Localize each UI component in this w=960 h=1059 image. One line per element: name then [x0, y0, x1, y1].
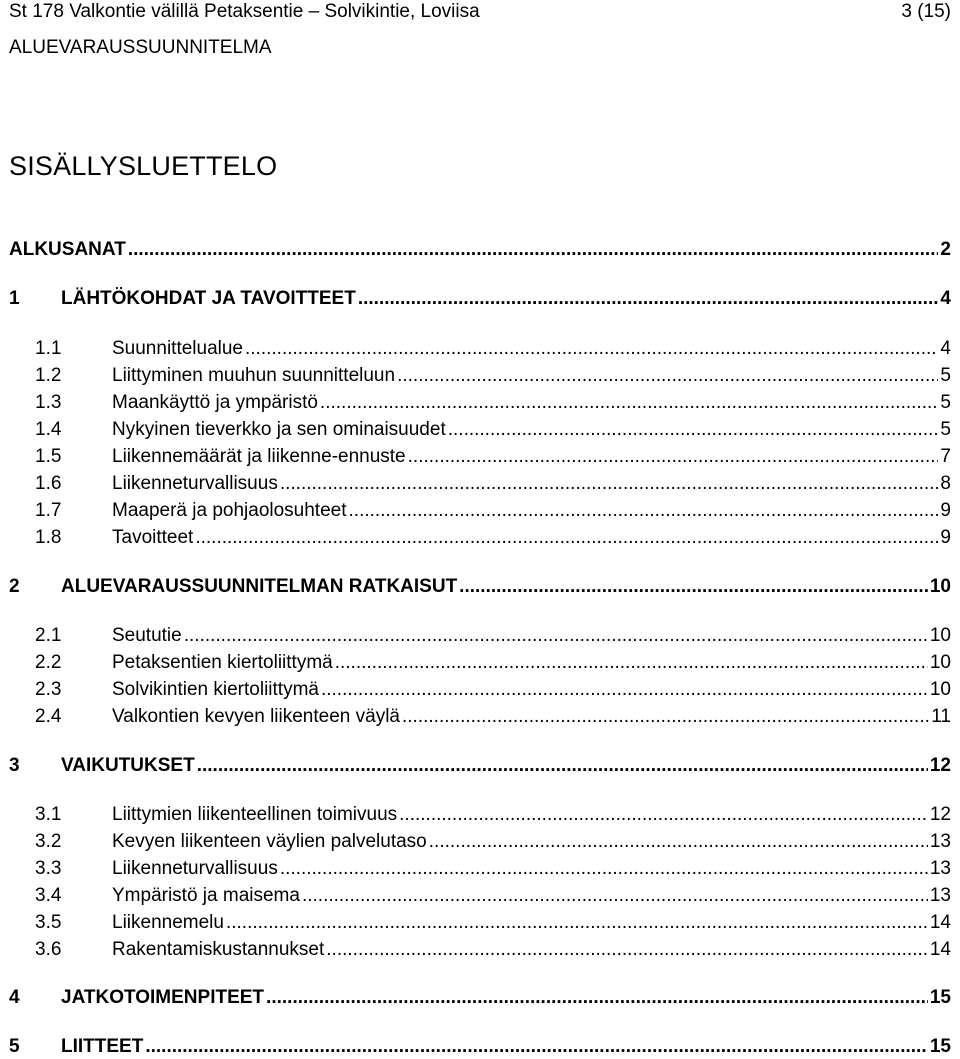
toc-entry-number: 1.1 — [35, 338, 62, 359]
dot-leader — [326, 938, 928, 962]
dot-leader — [184, 624, 928, 648]
toc-entry-page: 9 — [940, 500, 951, 521]
toc-entry-page: 14 — [929, 939, 951, 960]
dot-leader — [408, 445, 939, 469]
toc-entry-page: 10 — [929, 625, 951, 646]
dot-leader — [320, 391, 939, 415]
toc-entry-number: 3.4 — [35, 885, 62, 906]
toc-entry-text: Maankäyttö ja ympäristö — [112, 392, 318, 413]
toc-entry[interactable] — [35, 391, 951, 415]
toc-entry-page: 10 — [929, 576, 951, 597]
toc-entry-page: 12 — [929, 804, 951, 825]
dot-leader — [358, 287, 939, 311]
toc-entry-page: 13 — [929, 885, 951, 906]
dot-leader — [266, 986, 928, 1010]
dot-leader — [226, 911, 928, 935]
dot-leader — [321, 678, 928, 702]
toc-entry-page: 8 — [940, 473, 951, 494]
toc-entry-number: 1.4 — [35, 419, 62, 440]
toc-entry-page: 4 — [940, 338, 951, 359]
toc-entry[interactable] — [35, 418, 951, 442]
toc-entry-text: Liikennemelu — [112, 912, 224, 933]
toc-entry[interactable] — [9, 1035, 951, 1059]
toc-entry-text: Liittymien liikenteellinen toimivuus — [112, 804, 398, 825]
toc-entry-number: 1.6 — [35, 473, 62, 494]
toc-entry-number: 1.3 — [35, 392, 62, 413]
document-type: ALUEVARAUSSUUNNITELMA — [9, 37, 272, 58]
toc-entry-number: 2.2 — [35, 652, 62, 673]
toc-entry-number: 1.7 — [35, 500, 62, 521]
toc-entry-text: JATKOTOIMENPITEET — [61, 987, 265, 1008]
toc-entry-page: 11 — [931, 706, 951, 727]
toc-entry[interactable] — [9, 986, 951, 1010]
toc-entry[interactable] — [35, 830, 951, 854]
toc-entry-page: 13 — [929, 831, 951, 852]
toc-entry-text: Liikenneturvallisuus — [112, 473, 278, 494]
toc-entry[interactable] — [35, 445, 951, 469]
toc-entry[interactable] — [9, 575, 951, 599]
dot-leader — [335, 651, 928, 675]
toc-entry-text: Liikenneturvallisuus — [112, 858, 278, 879]
toc-entry[interactable] — [35, 705, 951, 729]
toc-entry[interactable] — [35, 472, 951, 496]
dot-leader — [402, 705, 929, 729]
toc-entry-text: VAIKUTUKSET — [61, 755, 195, 776]
toc-entry-text: ALUEVARAUSSUUNNITELMAN RATKAISUT — [61, 576, 458, 597]
toc-entry-text: Suunnittelualue — [112, 338, 243, 359]
dot-leader — [197, 754, 928, 778]
toc-entry-text: LIITTEET — [61, 1036, 144, 1057]
toc-entry[interactable] — [35, 884, 951, 908]
dot-leader — [429, 830, 928, 854]
toc-entry-page: 2 — [940, 239, 951, 260]
toc-entry-number: 1.8 — [35, 527, 62, 548]
dot-leader — [280, 857, 928, 881]
toc-entry-page: 10 — [929, 652, 951, 673]
toc-entry-number: 1 — [9, 288, 20, 309]
toc-entry-number: 3.2 — [35, 831, 62, 852]
toc-entry[interactable] — [9, 287, 951, 311]
toc-entry-number: 3 — [9, 755, 20, 776]
toc-entry-page: 7 — [940, 446, 951, 467]
toc-entry-page: 15 — [929, 1036, 951, 1057]
toc-entry-number: 5 — [9, 1036, 20, 1057]
toc-entry[interactable] — [9, 238, 951, 262]
toc-entry-text: Rakentamiskustannukset — [112, 939, 325, 960]
dot-leader — [245, 337, 938, 361]
dot-leader — [397, 364, 938, 388]
toc-entry-text: Seututie — [112, 625, 182, 646]
toc-entry-page: 4 — [940, 288, 951, 309]
toc-entry[interactable] — [35, 499, 951, 523]
header-title: St 178 Valkontie välillä Petaksentie – Solvikintie, Loviisa — [9, 1, 480, 22]
toc-entry-page: 14 — [929, 912, 951, 933]
dot-leader — [195, 526, 938, 550]
dot-leader — [302, 884, 928, 908]
toc-entry-page: 13 — [929, 858, 951, 879]
dot-leader — [459, 575, 928, 599]
dot-leader — [145, 1035, 928, 1059]
toc-entry[interactable] — [35, 364, 951, 388]
toc-entry-page: 9 — [940, 527, 951, 548]
toc-heading: SISÄLLYSLUETTELO — [9, 151, 278, 181]
dot-leader — [448, 418, 939, 442]
toc-entry-text: Tavoitteet — [112, 527, 194, 548]
toc-entry[interactable] — [35, 857, 951, 881]
dot-leader — [349, 499, 939, 523]
toc-entry-page: 5 — [940, 419, 951, 440]
toc-entry[interactable] — [35, 624, 951, 648]
toc-entry[interactable] — [35, 803, 951, 827]
toc-entry[interactable] — [35, 678, 951, 702]
toc-entry-text: Liittyminen muuhun suunnitteluun — [112, 365, 396, 386]
toc-entry-number: 3.6 — [35, 939, 62, 960]
toc-entry[interactable] — [35, 938, 951, 962]
toc-entry-text: Solvikintien kiertoliittymä — [112, 679, 319, 700]
toc-entry-number: 3.3 — [35, 858, 62, 879]
toc-entry-text: Ympäristö ja maisema — [112, 885, 300, 906]
toc-entry-text: ALKUSANAT — [9, 239, 126, 260]
toc-entry[interactable] — [35, 526, 951, 550]
dot-leader — [280, 472, 939, 496]
toc-entry-text: Liikennemäärät ja liikenne-ennuste — [112, 446, 406, 467]
toc-entry-number: 2.1 — [35, 625, 62, 646]
toc-entry-number: 2.4 — [35, 706, 62, 727]
toc-entry-number: 1.5 — [35, 446, 62, 467]
toc-entry-text: Maaperä ja pohjaolosuhteet — [112, 500, 347, 521]
toc-entry-text: Petaksentien kiertoliittymä — [112, 652, 333, 673]
toc-entry-number: 3.5 — [35, 912, 62, 933]
page-number: 3 (15) — [901, 1, 951, 22]
toc-entry-page: 5 — [940, 392, 951, 413]
toc-entry[interactable] — [35, 337, 951, 361]
toc-entry-number: 1.2 — [35, 365, 62, 386]
dot-leader — [399, 803, 928, 827]
toc-entry[interactable] — [35, 651, 951, 675]
toc-entry-page: 12 — [929, 755, 951, 776]
dot-leader — [128, 238, 939, 262]
toc-entry-number: 3.1 — [35, 804, 62, 825]
toc-entry-number: 4 — [9, 987, 20, 1008]
toc-entry-page: 15 — [929, 987, 951, 1008]
toc-entry-text: Kevyen liikenteen väylien palvelutaso — [112, 831, 427, 852]
toc-entry-number: 2.3 — [35, 679, 62, 700]
toc-entry-page: 5 — [940, 365, 951, 386]
toc-entry-text: LÄHTÖKOHDAT JA TAVOITTEET — [61, 288, 356, 309]
toc-entry-text: Nykyinen tieverkko ja sen ominaisuudet — [112, 419, 446, 440]
toc-entry-number: 2 — [9, 576, 20, 597]
toc-entry[interactable] — [9, 754, 951, 778]
toc-entry-page: 10 — [929, 679, 951, 700]
toc-entry-text: Valkontien kevyen liikenteen väylä — [112, 706, 400, 727]
toc-entry[interactable] — [35, 911, 951, 935]
